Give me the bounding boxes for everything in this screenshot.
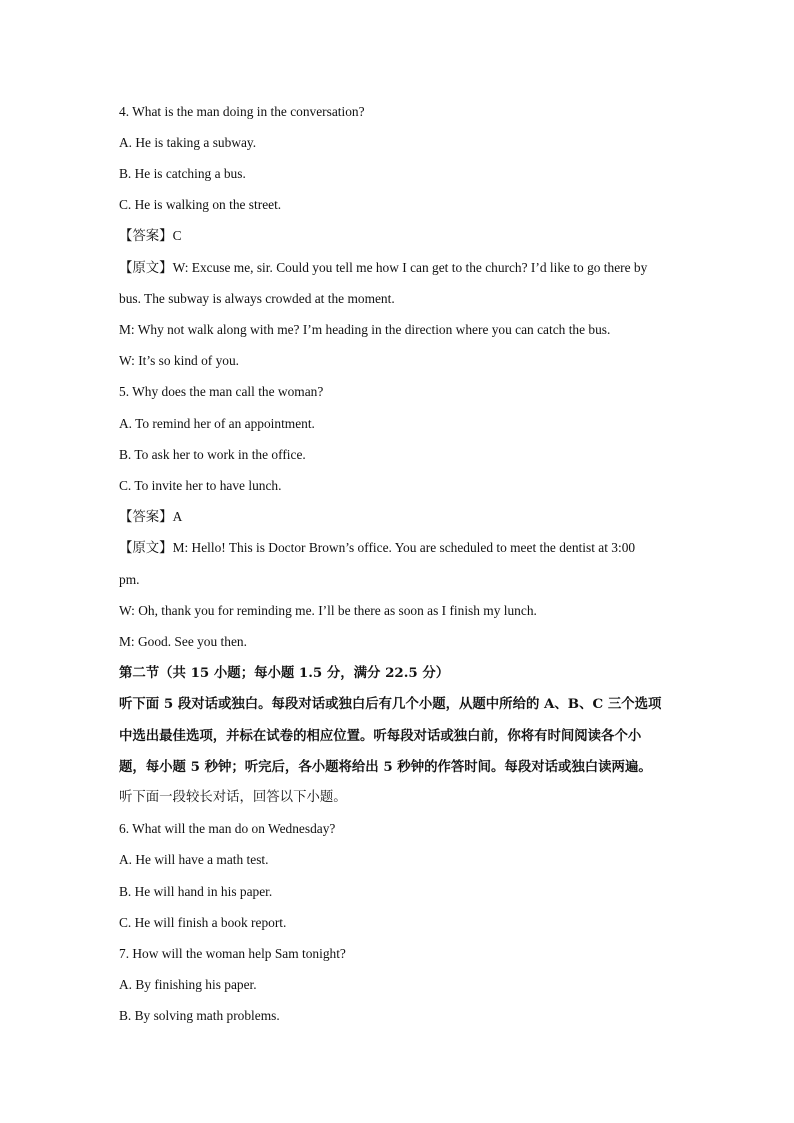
transcript-text: W: Excuse me, sir. Could you tell me how I can get to the church? I’d like to go there by xyxy=(172,260,648,275)
answer-tag: 【答案】 xyxy=(119,510,173,525)
question-4-transcript-line-3: M: Why not walk along with me? I’m heading in the direction where you can catch the bus. xyxy=(119,322,611,337)
question-4: 4. What is the man doing in the conversation? xyxy=(119,104,365,119)
section-2-instructions-line-3: 题，每小题 5 秒钟；听完后，各小题将给出 5 秒钟的作答时间。每段对话或独白读两遍。 xyxy=(119,759,652,775)
question-6-option-a: A. He will have a math test. xyxy=(119,852,269,867)
transcript-text: M: Hello! This is Doctor Brown’s office. You are scheduled to meet the dentist at 3:00 xyxy=(172,540,636,555)
question-5-answer xyxy=(119,509,182,526)
question-4-answer xyxy=(119,228,182,245)
question-5-option-a: A. To remind her of an appointment. xyxy=(119,416,315,431)
question-4-transcript-line-4: W: It’s so kind of you. xyxy=(119,353,240,368)
section-2-instructions-line-2: 中选出最佳选项，并标在试卷的相应位置。听每段对话或独白前，你将有时间阅读各个小 xyxy=(119,728,642,744)
transcript-tag: 【原文】 xyxy=(119,541,173,556)
answer-tag: 【答案】 xyxy=(119,229,173,244)
answer-value: A xyxy=(172,509,183,524)
transcript-tag: 【原文】 xyxy=(119,261,173,276)
question-6: 6. What will the man do on Wednesday? xyxy=(119,821,336,836)
question-4-transcript-line-1 xyxy=(119,260,647,277)
question-5-option-b: B. To ask her to work in the office. xyxy=(119,447,306,462)
question-4-option-c: C. He is walking on the street. xyxy=(119,197,282,212)
question-6-option-b: B. He will hand in his paper. xyxy=(119,884,273,899)
section-2-intro: 听下面一段较长对话，回答以下小题。 xyxy=(119,790,347,805)
question-7-option-a: A. By finishing his paper. xyxy=(119,977,257,992)
question-5-transcript-line-3: W: Oh, thank you for reminding me. I’ll be there as soon as I finish my lunch. xyxy=(119,603,537,618)
question-4-transcript-line-2: bus. The subway is always crowded at the moment. xyxy=(119,291,395,306)
question-5-transcript-line-2: pm. xyxy=(119,572,140,587)
question-6-option-c: C. He will finish a book report. xyxy=(119,915,287,930)
question-5-transcript-line-4: M: Good. See you then. xyxy=(119,634,247,649)
question-7-option-b: B. By solving math problems. xyxy=(119,1008,280,1023)
answer-value: C xyxy=(172,228,182,243)
question-7: 7. How will the woman help Sam tonight? xyxy=(119,946,346,961)
question-4-option-b: B. He is catching a bus. xyxy=(119,166,246,181)
section-2-instructions-line-1: 听下面 5 段对话或独白。每段对话或独白后有几个小题，从题中所给的 A、B、C 三个选项 xyxy=(119,696,662,712)
question-4-option-a: A. He is taking a subway. xyxy=(119,135,257,150)
question-5-option-c: C. To invite her to have lunch. xyxy=(119,478,282,493)
question-5: 5. Why does the man call the woman? xyxy=(119,384,324,399)
section-2-title: 第二节（共 15 小题；每小题 1.5 分，满分 22.5 分） xyxy=(119,665,450,681)
question-5-transcript-line-1 xyxy=(119,540,635,557)
